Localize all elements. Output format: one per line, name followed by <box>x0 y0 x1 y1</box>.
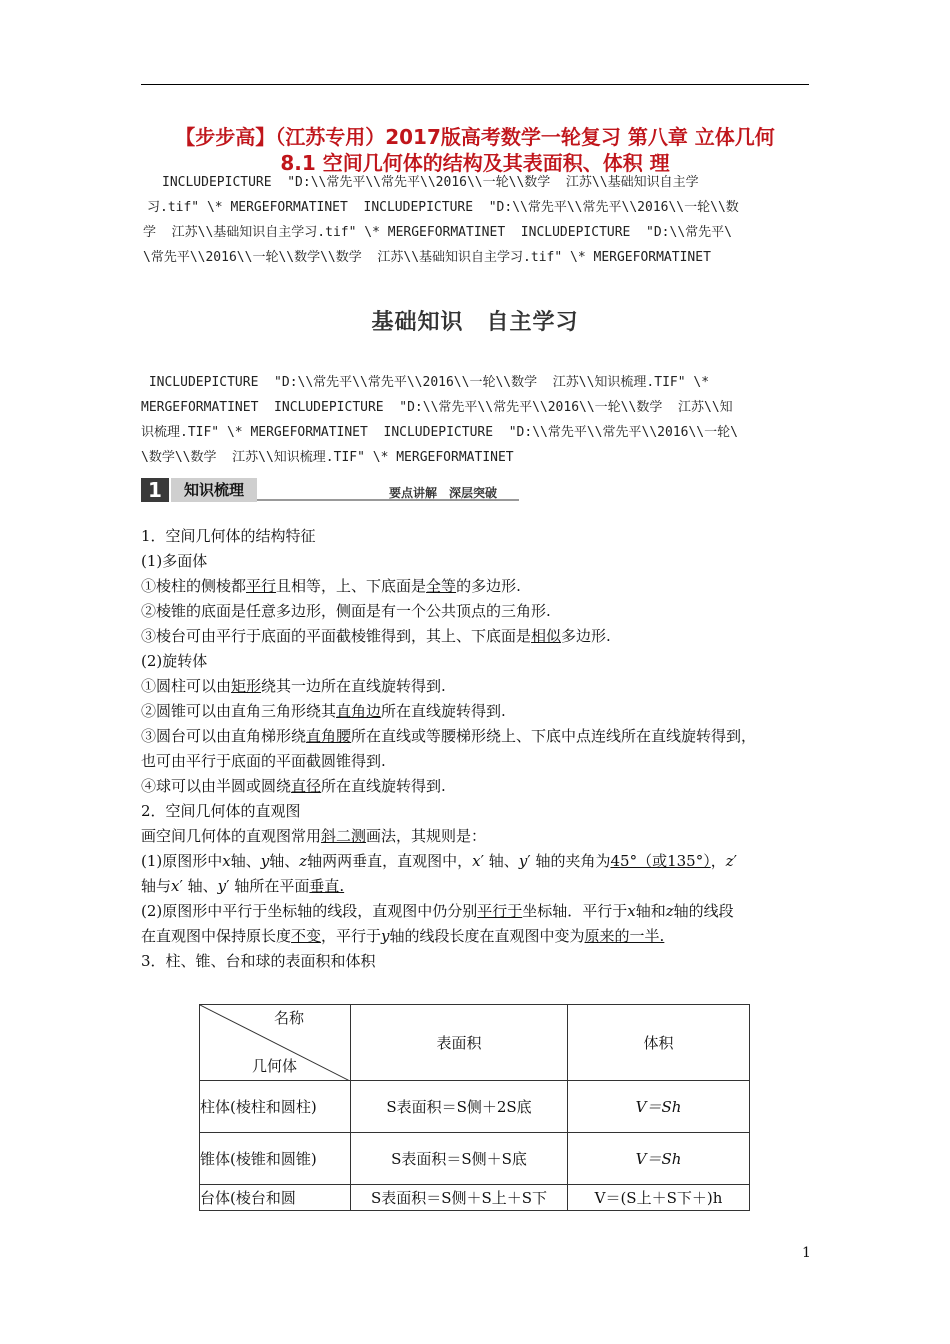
row-name: 锥体(棱锥和圆锥) <box>200 1133 351 1185</box>
subsection-solids-of-revolution: (2)旋转体 <box>141 652 208 670</box>
row-surface: S表面积＝S侧＋2S底 <box>351 1081 568 1133</box>
header-surface: 表面积 <box>351 1005 568 1081</box>
row-name: 台体(棱台和圆 <box>200 1185 351 1211</box>
text-line: ②棱锥的底面是任意多边形，侧面是有一个公共顶点的三角形. <box>141 602 551 620</box>
diagonal-header-cell <box>200 1005 351 1081</box>
text-line: ③圆台可以由直角梯形绕直角腰所在直线或等腰梯形绕上、下底中点连线所在直线旋转得到， <box>141 727 757 745</box>
section-heading: 基础知识 自主学习 <box>371 310 579 335</box>
text-line: ④球可以由半圆或圆绕直径所在直线旋转得到. <box>141 777 446 795</box>
page-number: 1 <box>802 1245 811 1261</box>
row-volume: V＝Sh <box>568 1133 750 1185</box>
text-line: (1)原图形中x轴、y轴、z轴两两垂直，直观图中，x′ 轴、y′ 轴的夹角为45°（或135°），z′ <box>141 852 738 870</box>
table-row <box>200 1133 750 1185</box>
include-field-line: MERGEFORMATINET INCLUDEPICTURE "D:\\常先平\\常先平\\2016\\一轮\\数学 江苏\\知 <box>141 400 733 415</box>
knowledge-bar-number: 1 <box>141 478 169 502</box>
header-body: 几何体 <box>252 1057 298 1075</box>
include-field-line: 习.tif" \* MERGEFORMATINET INCLUDEPICTURE "D:\\常先平\\常先平\\2016\\一轮\\数 <box>147 200 739 215</box>
include-field-line: 学 江苏\\基础知识自主学习.tif" \* MERGEFORMATINET INCLUDEPICTURE "D:\\常先平\ <box>143 225 732 240</box>
doc-title-line-1: 【步步高】（江苏专用）2017版高考数学一轮复习 第八章 立体几何 <box>175 125 775 149</box>
include-field-line: INCLUDEPICTURE "D:\\常先平\\常先平\\2016\\一轮\\数学 江苏\\基础知识自主学 <box>162 175 699 190</box>
text-line: 也可由平行于底面的平面截圆锥得到. <box>141 752 386 770</box>
row-surface: S表面积＝S侧＋S上＋S下 <box>351 1185 568 1211</box>
include-field-line: 识梳理.TIF" \* MERGEFORMATINET INCLUDEPICTURE "D:\\常先平\\常先平\\2016\\一轮\ <box>141 425 738 440</box>
row-surface: S表面积＝S侧＋S底 <box>351 1133 568 1185</box>
text-line: 在直观图中保持原长度不变，平行于y轴的线段长度在直观图中变为原来的一半. <box>141 927 665 945</box>
doc-title-line-2: 8.1 空间几何体的结构及其表面积、体积 理 <box>280 151 670 175</box>
include-field-line: INCLUDEPICTURE "D:\\常先平\\常先平\\2016\\一轮\\数学 江苏\\知识梳理.TIF" \* <box>141 375 710 390</box>
section-2-heading: 2．空间几何体的直观图 <box>141 802 301 820</box>
text-line: 轴与x′ 轴、y′ 轴所在平面垂直. <box>141 877 345 895</box>
knowledge-bar-subtitle: 要点讲解 深层突破 <box>389 486 498 500</box>
formula-table <box>199 1004 750 1211</box>
section-3-heading: 3．柱、锥、台和球的表面积和体积 <box>141 952 376 970</box>
row-volume: V＝Sh <box>568 1081 750 1133</box>
subsection-polyhedra: (1)多面体 <box>141 552 208 570</box>
include-field-line: \常先平\\2016\\一轮\\数学\\数学 江苏\\基础知识自主学习.tif" \* MERGEFORMATINET <box>143 250 711 265</box>
row-name: 柱体(棱柱和圆柱) <box>200 1081 351 1133</box>
top-rule <box>141 84 809 85</box>
text-line: ①棱柱的侧棱都平行且相等，上、下底面是全等的多边形. <box>141 577 521 595</box>
text-line: (2)原图形中平行于坐标轴的线段，直观图中仍分别平行于坐标轴．平行于x轴和z轴的线段 <box>141 902 734 920</box>
header-name: 名称 <box>274 1009 305 1027</box>
header-volume: 体积 <box>568 1005 750 1081</box>
text-line: ②圆锥可以由直角三角形绕其直角边所在直线旋转得到. <box>141 702 506 720</box>
section-1-heading: 1．空间几何体的结构特征 <box>141 527 316 545</box>
knowledge-bar <box>141 478 521 502</box>
table-row <box>200 1185 750 1211</box>
row-volume: V＝(S上＋S下＋)h <box>568 1185 750 1211</box>
text-line: ①圆柱可以由矩形绕其一边所在直线旋转得到. <box>141 677 446 695</box>
knowledge-bar-label: 知识梳理 <box>171 478 257 502</box>
text-line: 画空间几何体的直观图常用斜二测画法，其规则是： <box>141 827 487 845</box>
table-row <box>200 1081 750 1133</box>
include-field-line: \数学\\数学 江苏\\知识梳理.TIF" \* MERGEFORMATINET <box>141 450 514 465</box>
text-line: ③棱台可由平行于底面的平面截棱锥得到，其上、下底面是相似多边形. <box>141 627 611 645</box>
